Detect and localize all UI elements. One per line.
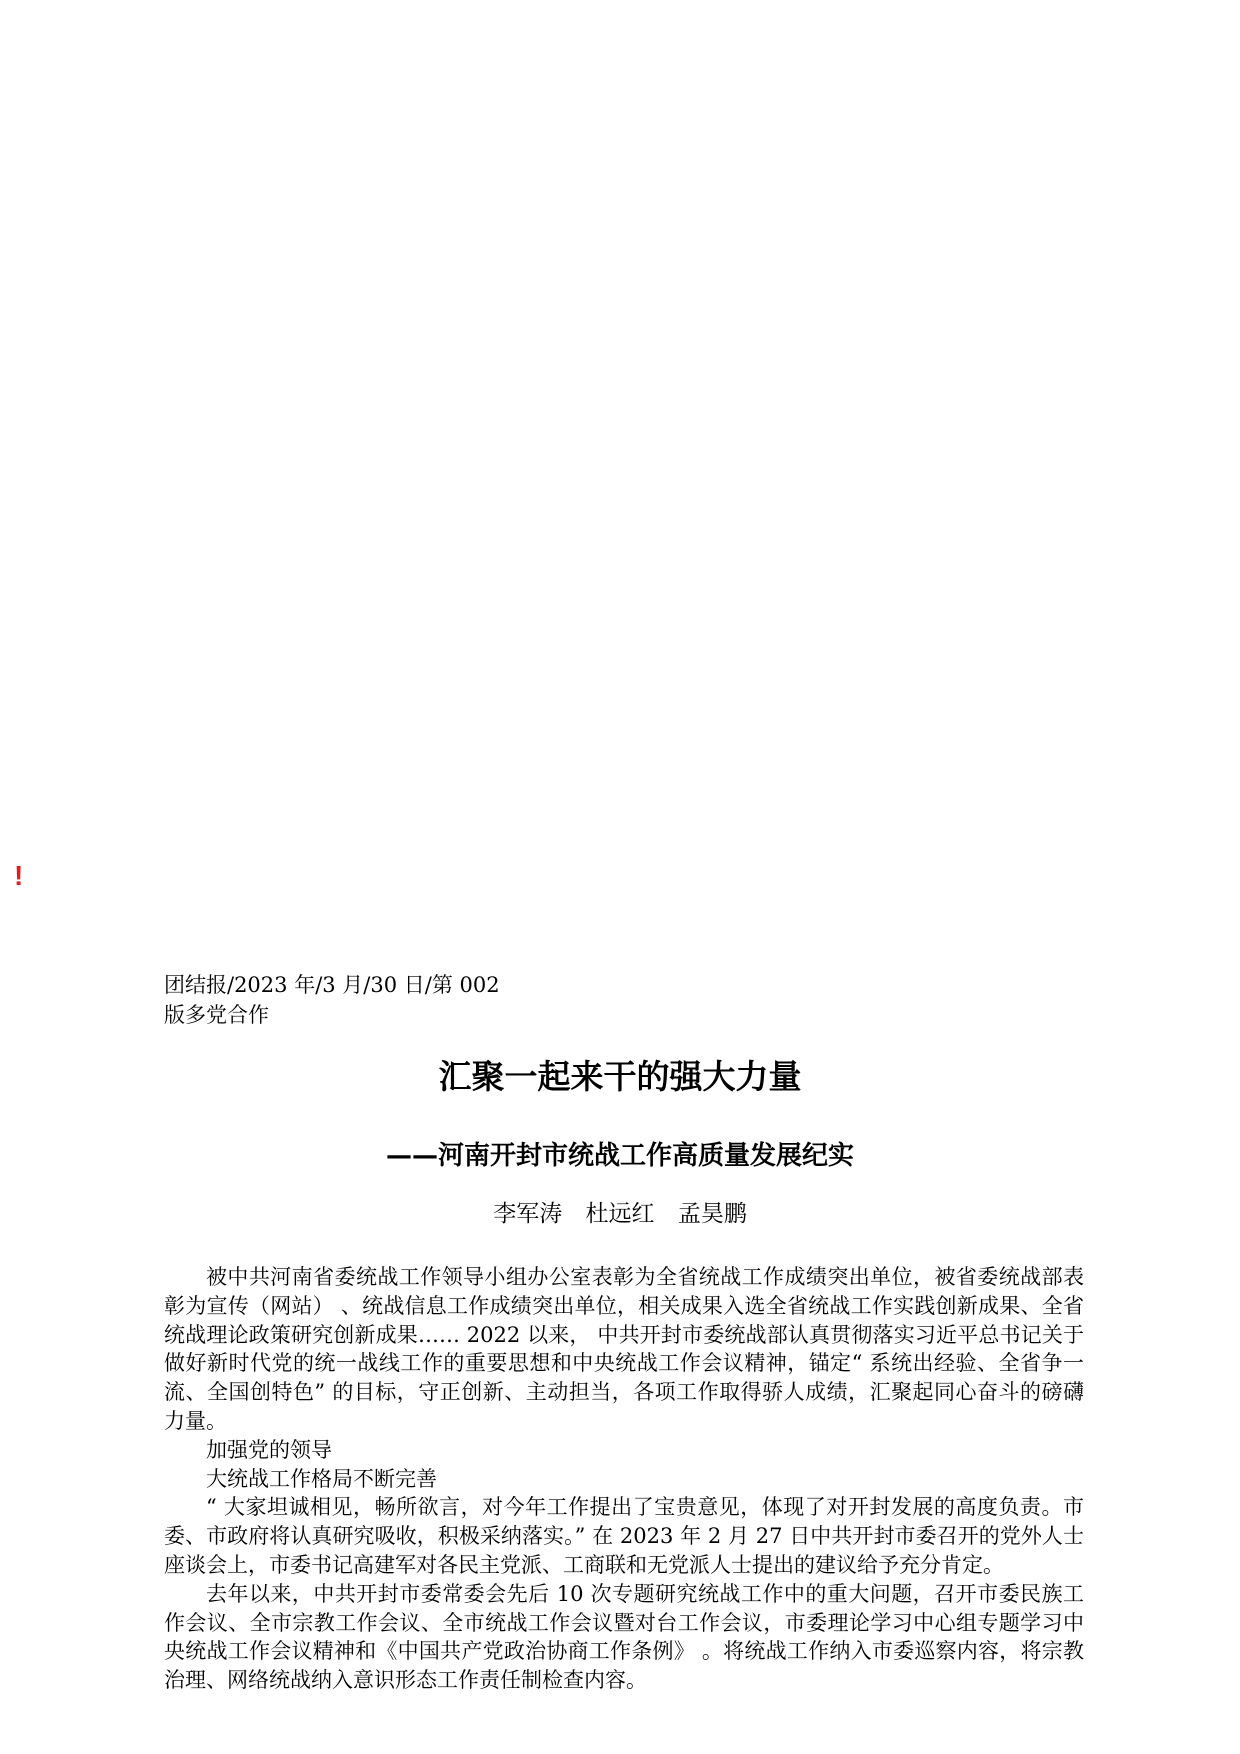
body-paragraph: “ 大家坦诚相见，畅所欲言，对今年工作提出了宝贵意见，体现了对开封发展的高度负责。市委、市政府将认真研究吸收，积极采纳落实。” 在 2023 年 2 月 27 日中共开封市委召开的党外人士座谈会上，市委书记高建军对各民主党派、工商联和无党派人士提出的建议给予充分肯定。 <box>164 1495 1084 1577</box>
author-list <box>0 1198 1240 1230</box>
section-heading: 大统战工作格局不断完善 <box>206 1466 437 1491</box>
exclamation-mark: ! <box>14 860 24 891</box>
article-title: 汇聚一起来干的强大力量 <box>438 1057 802 1096</box>
author-name: 李军涛 <box>493 1201 563 1227</box>
body-paragraph: 被中共河南省委统战工作领导小组办公室表彰为全省统战工作成绩突出单位，被省委统战部表彰为宣传（网站） 、统战信息工作成绩突出单位，相关成果入选全省统战工作实践创新成果、全省统战理论政策研究创新成果…… 2022 以来， 中共开封市委统战部认真贯彻落实习近平总书记关于做好新时代党的统一战线工作的重要思想和中央统战工作会议精神，锚定“ 系统出经验、全省争一流、全国创特色” 的目标，守正创新、主动担当，各项工作取得骄人成绩，汇聚起同心奋斗的磅礴力量。 <box>164 1265 1084 1433</box>
article-body <box>164 1263 1084 1695</box>
source-line-1: 团结报/2023 年/3 月/30 日/第 002 <box>164 973 500 997</box>
author-name: 孟昊鹏 <box>677 1201 747 1227</box>
body-paragraph: 去年以来，中共开封市委常委会先后 10 次专题研究统战工作中的重大问题，召开市委民族工作会议、全市宗教工作会议、全市统战工作会议暨对台工作会议，市委理论学习中心组专题学习中央统战工作会议精神和《中国共产党政治协商工作条例》 。将统战工作纳入市委巡察内容，将宗教治理、网络统战纳入意识形态工作责任制检查内容。 <box>164 1581 1084 1693</box>
section-heading: 加强党的领导 <box>206 1437 332 1462</box>
source-line-2: 版多党合作 <box>164 1003 269 1027</box>
article-subtitle: ——河南开封市统战工作高质量发展纪实 <box>385 1141 854 1171</box>
author-name: 杜远红 <box>585 1201 655 1227</box>
source-info <box>164 970 500 1030</box>
